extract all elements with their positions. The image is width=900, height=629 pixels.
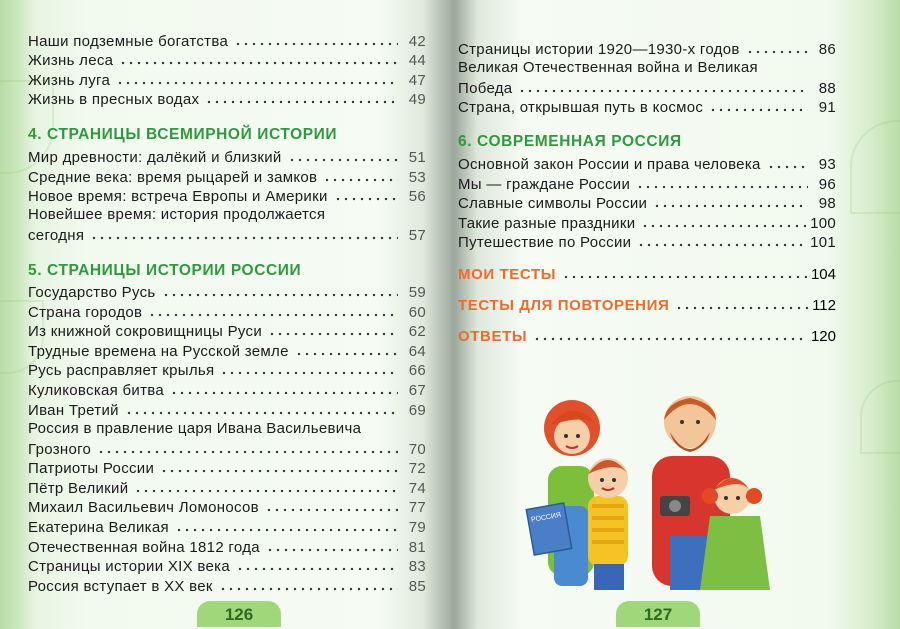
toc-row[interactable] [28,497,426,517]
toc-page: 120 [810,328,836,346]
toc-row-tests[interactable] [458,261,836,283]
toc-row[interactable] [28,458,426,478]
toc-title: Россия вступает в XX век [28,577,213,595]
toc-page: 85 [408,577,426,595]
toc-row[interactable] [28,556,426,576]
toc-row-answers[interactable] [458,323,836,345]
toc-page: 57 [408,227,426,245]
toc-row[interactable] [458,58,836,97]
toc-page: 64 [408,342,426,360]
toc-row[interactable] [458,153,836,173]
toc-title: Из книжной сокровищницы Руси [28,323,263,341]
toc-row[interactable] [458,97,836,117]
toc-title: Основной закон России и права человека [458,155,761,173]
toc-row[interactable] [28,30,426,50]
toc-title: Жизнь леса [28,52,114,70]
toc-title: Екатерина Великая [28,519,169,537]
toc-page: 66 [408,362,426,380]
toc-title-cont: Грозного [28,440,92,458]
toc-row[interactable] [458,193,836,213]
toc-row[interactable] [458,232,836,252]
toc-title: Страна городов [28,303,143,321]
toc-title: Трудные времена на Русской земле [28,342,289,360]
toc-row[interactable] [28,205,426,244]
toc-page: 104 [810,266,836,284]
toc-page: 86 [818,40,836,58]
toc-row[interactable] [28,281,426,301]
toc-title: Куликовская битва [28,381,165,399]
page-number-right: 127 [616,601,700,627]
toc-page: 100 [810,214,836,232]
page-number-left: 126 [197,601,281,627]
toc-title: Русь расправляет крылья [28,362,215,380]
toc-page: 56 [408,188,426,206]
toc-page: 69 [408,401,426,419]
toc-row[interactable] [28,321,426,341]
toc-title: Жизнь луга [28,71,111,89]
russia-book [526,503,571,555]
toc-title: Страна, открывшая путь в космос [458,99,704,117]
svg-text:РОССИЯ: РОССИЯ [530,511,562,524]
toc-row[interactable] [28,69,426,89]
toc-title: Страницы истории 1920—1930-х годов [458,40,740,58]
leaf-decoration [860,380,900,454]
toc-row[interactable] [28,166,426,186]
toc-row[interactable] [28,360,426,380]
toc-title: Наши подземные богатства [28,32,229,50]
toc-row-review-tests[interactable] [458,292,836,314]
toc-title: Такие разные праздники [458,214,636,232]
toc-title-cont: сегодня [28,227,85,245]
toc-page: 59 [408,283,426,301]
toc-page: 60 [408,303,426,321]
family-illustration [510,386,775,592]
toc-page: 101 [810,234,836,252]
toc-title: Великая Отечественная война и Великая [458,58,758,76]
toc-page: 62 [408,323,426,341]
toc-page: 53 [408,168,426,186]
leaf-decoration [850,120,900,214]
toc-row[interactable] [28,379,426,399]
section-title: 4. СТРАНИЦЫ ВСЕМИРНОЙ ИСТОРИИ [28,126,338,144]
toc-title: Отечественная война 1812 года [28,538,260,556]
toc-page: 81 [408,538,426,556]
toc-page: 51 [408,148,426,166]
toc-row[interactable] [28,340,426,360]
toc-page: 42 [408,32,426,50]
toc-row[interactable] [28,146,426,166]
toc-row[interactable] [458,38,836,58]
toc-title: ТЕСТЫ ДЛЯ ПОВТОРЕНИЯ [458,297,670,315]
toc-page: 98 [818,195,836,213]
toc-title: ОТВЕТЫ [458,328,528,346]
boy-figure [588,458,628,590]
girl-figure [700,478,770,590]
toc-row[interactable] [28,50,426,70]
toc-page: 74 [408,479,426,497]
toc-page: 91 [818,99,836,117]
toc-row[interactable] [28,399,426,419]
toc-title: Мы — граждане России [458,175,631,193]
toc-title: Путешествие по России [458,234,632,252]
toc-page: 72 [408,460,426,478]
toc-row[interactable] [28,419,426,458]
toc-title: Новое время: встреча Европы и Америки [28,188,328,206]
toc-page: 70 [408,440,426,458]
section-title: 5. СТРАНИЦЫ ИСТОРИИ РОССИИ [28,262,302,280]
toc-page: 49 [408,91,426,109]
toc-page: 93 [818,155,836,173]
toc-page: 79 [408,519,426,537]
toc-title: Патриоты России [28,460,155,478]
toc-title: МОИ ТЕСТЫ [458,266,556,284]
toc-row[interactable] [28,186,426,206]
right-page [458,38,836,345]
toc-title: Страницы истории XIX века [28,558,231,576]
toc-page: 77 [408,499,426,517]
toc-title: Славные символы России [458,195,648,213]
toc-title: Жизнь в пресных водах [28,91,200,109]
toc-title: Средние века: время рыцарей и замков [28,168,318,186]
toc-row[interactable] [28,516,426,536]
toc-page: 67 [408,381,426,399]
toc-row[interactable] [458,173,836,193]
section-title: 6. СОВРЕМЕННАЯ РОССИЯ [458,133,682,151]
toc-row[interactable] [28,89,426,109]
toc-page: 83 [408,558,426,576]
left-page [28,30,426,595]
toc-title: Россия в правление царя Ивана Васильевича [28,419,362,437]
toc-title: Михаил Васильевич Ломоносов [28,499,259,517]
toc-title: Иван Третий [28,401,119,419]
toc-page: 88 [818,79,836,97]
toc-page: 112 [812,297,836,315]
toc-title: Пётр Великий [28,479,129,497]
toc-title: Новейшее время: история продолжается [28,206,326,224]
toc-title: Мир древности: далёкий и близкий [28,148,282,166]
toc-row[interactable] [28,575,426,595]
toc-page: 44 [408,52,426,70]
toc-row[interactable] [28,477,426,497]
toc-row[interactable] [28,301,426,321]
toc-title: Государство Русь [28,283,156,301]
toc-title-cont: Победа [458,79,513,97]
toc-page: 96 [818,175,836,193]
toc-row[interactable] [28,536,426,556]
toc-row[interactable] [458,212,836,232]
toc-page: 47 [408,71,426,89]
